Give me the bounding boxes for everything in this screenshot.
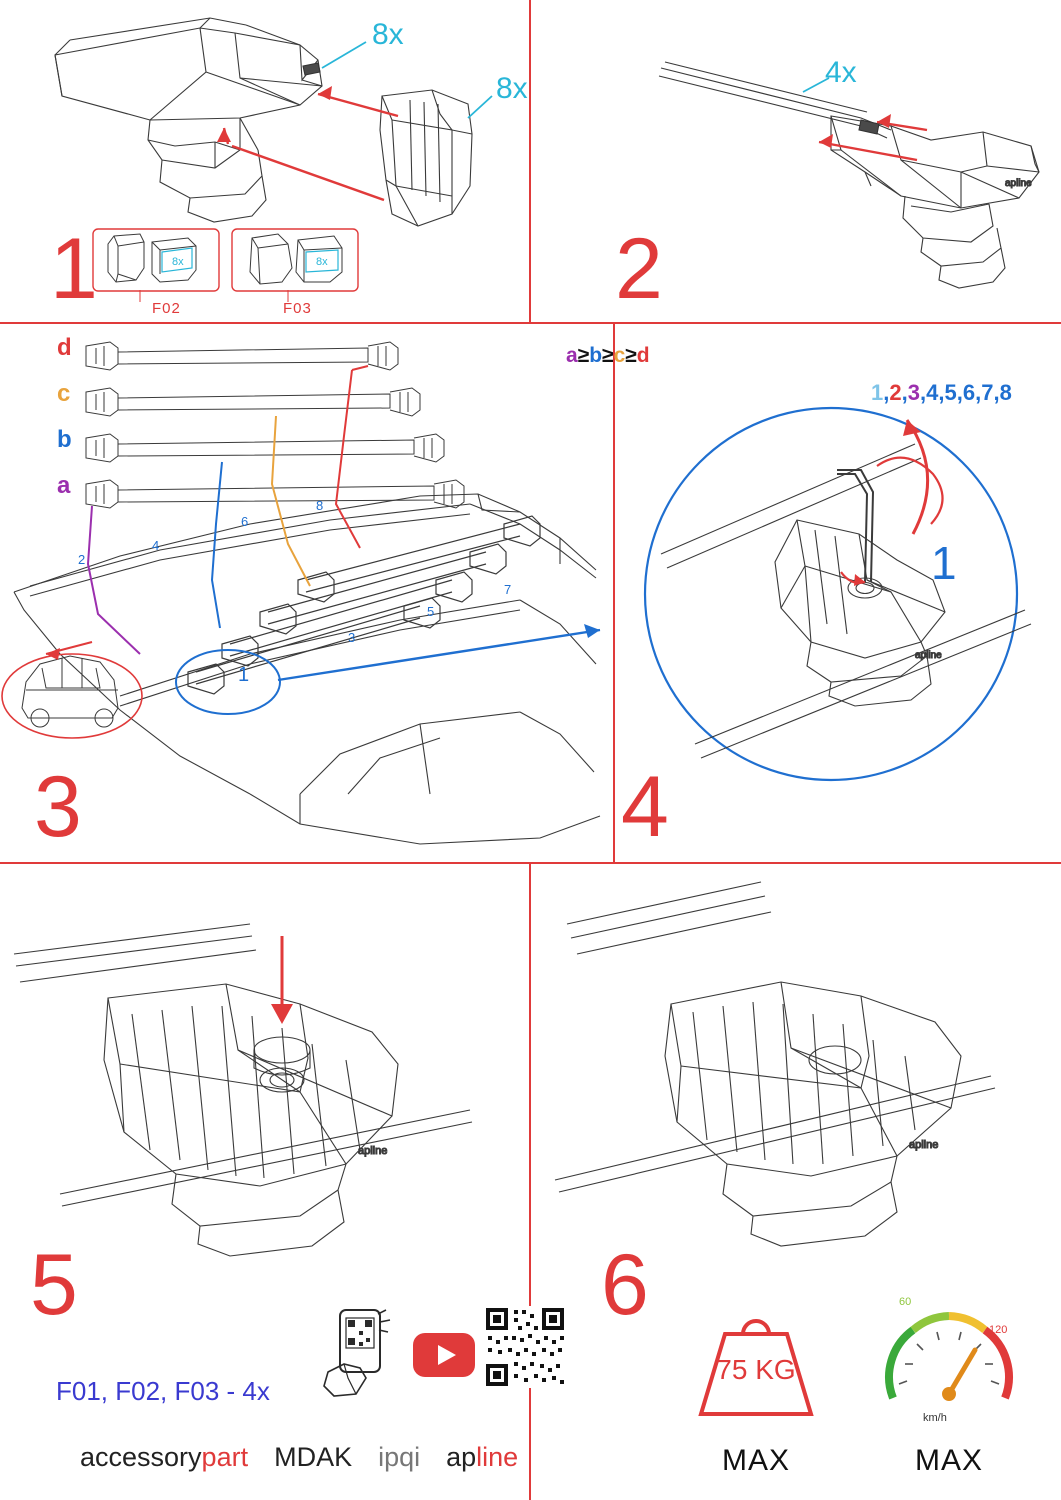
brand-row bbox=[80, 1442, 518, 1473]
svg-text:apline: apline bbox=[358, 1145, 388, 1157]
gauge-unit-label: km/h bbox=[923, 1412, 947, 1424]
seq-2: 2 bbox=[889, 380, 902, 405]
seq-5: 5 bbox=[944, 380, 957, 405]
max-weight-label: MAX bbox=[721, 1444, 790, 1477]
position-6: 6 bbox=[241, 514, 249, 529]
step-5-panel bbox=[0, 864, 529, 1500]
seq-3: 3 bbox=[907, 380, 920, 405]
youtube-icon[interactable] bbox=[412, 1332, 476, 1378]
brand-line-text: line bbox=[476, 1442, 519, 1472]
bar-letter-c: c bbox=[57, 380, 71, 407]
seq-6: 6 bbox=[962, 380, 976, 405]
step2-qty-1: 4x bbox=[825, 56, 857, 89]
svg-text:8x: 8x bbox=[316, 256, 328, 268]
ineq-op1: ≥ bbox=[577, 344, 590, 367]
phone-qr-icon bbox=[322, 1308, 394, 1400]
ineq-op3: ≥ bbox=[625, 344, 637, 367]
svg-text:8x: 8x bbox=[172, 256, 184, 268]
position-2: 2 bbox=[78, 552, 86, 567]
seq-4: 4 bbox=[926, 380, 939, 405]
step1-qty-1: 8x bbox=[372, 18, 404, 51]
seq-c3: , bbox=[920, 380, 927, 405]
part-box-label-f03: F03 bbox=[283, 300, 312, 317]
step-6-panel bbox=[531, 864, 1061, 1500]
step-3-panel bbox=[0, 324, 613, 862]
kit-contents-label: F01, F02, F03 - 4x bbox=[56, 1376, 270, 1406]
part-box-label-f02: F02 bbox=[152, 300, 181, 317]
brand-ipqi: ipqi bbox=[378, 1442, 421, 1472]
svg-text:apline: apline bbox=[909, 1139, 939, 1151]
step-number-1: 1 bbox=[50, 221, 98, 317]
bar-letter-a: a bbox=[57, 472, 71, 499]
position-1: 1 bbox=[238, 664, 250, 686]
bar-letter-b: b bbox=[57, 426, 72, 453]
step-number-4: 4 bbox=[621, 759, 669, 855]
step-6-illustration bbox=[531, 864, 1061, 1264]
position-4: 4 bbox=[152, 538, 160, 553]
seq-8: 8 bbox=[999, 380, 1012, 405]
brand-mdak: MDAK bbox=[274, 1442, 353, 1472]
step-5-illustration bbox=[0, 864, 529, 1264]
position-3: 3 bbox=[348, 630, 356, 645]
step1-qty-2: 8x bbox=[496, 72, 528, 105]
step-2-panel bbox=[531, 0, 1061, 322]
bar-letter-d: d bbox=[57, 334, 72, 361]
ineq-d: d bbox=[636, 344, 650, 367]
step1-part-boxes bbox=[92, 228, 372, 312]
ineq-op2: ≥ bbox=[602, 344, 614, 367]
ineq-b: b bbox=[589, 344, 603, 367]
gauge-max-label: 120 bbox=[989, 1324, 1008, 1336]
position-8: 8 bbox=[316, 498, 324, 513]
brand-part-text: part bbox=[201, 1442, 249, 1472]
svg-text:apline: apline bbox=[1005, 178, 1032, 189]
seq-c2: , bbox=[901, 380, 908, 405]
step-2-illustration bbox=[531, 0, 1061, 322]
ineq-a: a bbox=[566, 344, 578, 367]
step-number-3: 3 bbox=[34, 759, 82, 855]
brand-accessorypart bbox=[80, 1442, 248, 1473]
position-7: 7 bbox=[504, 582, 512, 597]
max-speed-gauge-icon bbox=[879, 1302, 1019, 1424]
seq-c4: , bbox=[938, 380, 945, 405]
seq-1: 1 bbox=[871, 380, 884, 405]
svg-text:apline: apline bbox=[915, 650, 942, 661]
brand-accessory-text: accessory bbox=[80, 1442, 202, 1472]
tightening-sequence bbox=[871, 380, 1012, 406]
max-speed-label: MAX bbox=[914, 1444, 983, 1477]
step-number-2: 2 bbox=[615, 221, 663, 317]
step-1-panel bbox=[0, 0, 529, 322]
seq-c7: , bbox=[993, 380, 1000, 405]
step-number-5: 5 bbox=[30, 1237, 78, 1333]
step-number-6: 6 bbox=[601, 1237, 649, 1333]
step-3-illustration bbox=[0, 324, 613, 862]
step4-callout-1: 1 bbox=[931, 537, 957, 589]
seq-c1: , bbox=[883, 380, 890, 405]
gauge-min-label: 60 bbox=[899, 1296, 912, 1308]
step-4-panel bbox=[615, 324, 1061, 862]
ineq-c: c bbox=[613, 344, 626, 367]
brand-apline bbox=[446, 1442, 518, 1473]
seq-c6: , bbox=[975, 380, 982, 405]
max-weight-value: 75 KG bbox=[716, 1354, 796, 1385]
seq-7: 7 bbox=[981, 380, 994, 405]
position-5: 5 bbox=[427, 604, 435, 619]
seq-c5: , bbox=[956, 380, 963, 405]
brand-ap-text: ap bbox=[446, 1442, 477, 1472]
